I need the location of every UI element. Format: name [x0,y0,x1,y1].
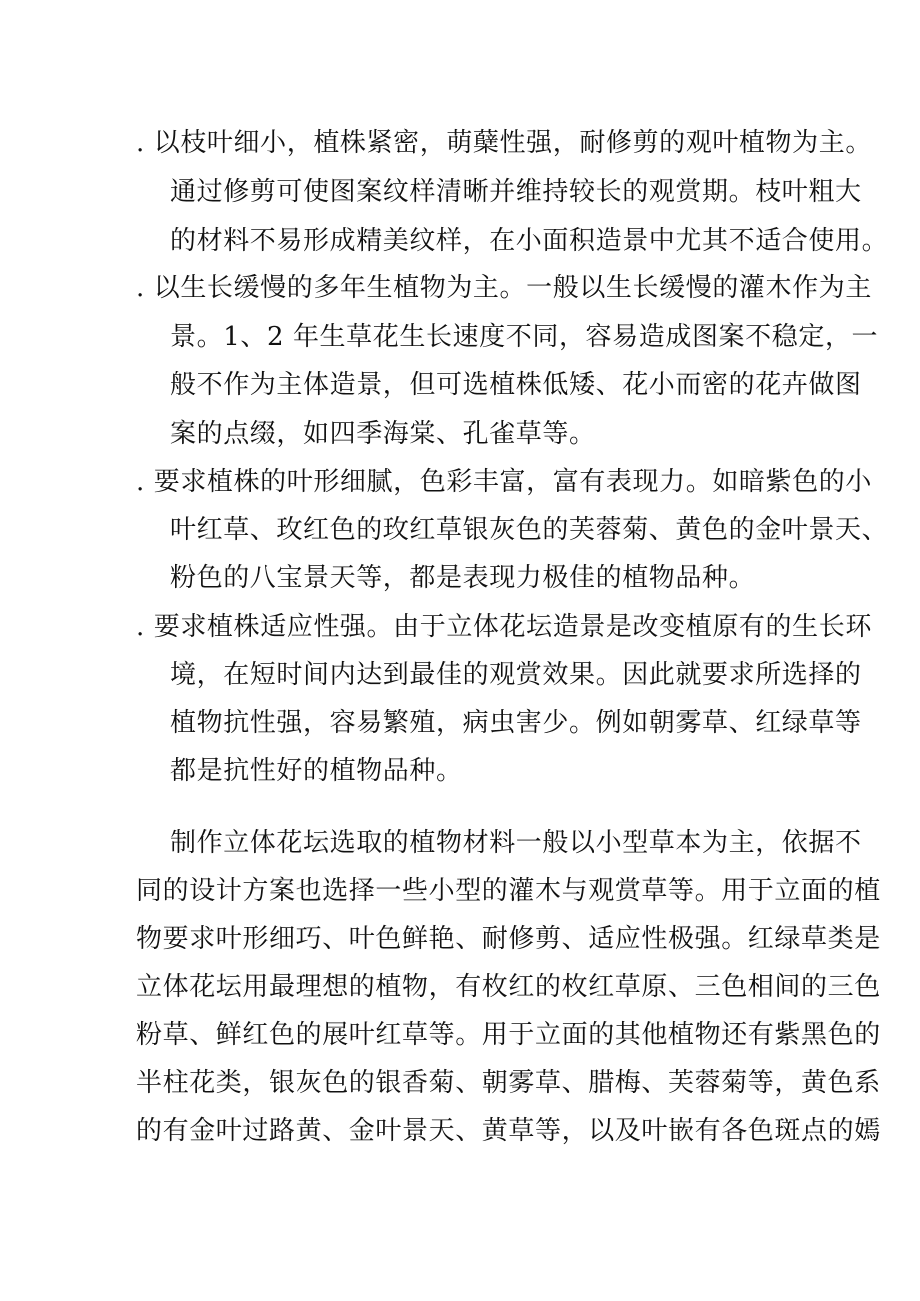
paragraph-line-3: 物要求叶形细巧、叶色鲜艳、耐修剪、适应性极强。红绿草类是 [136,924,881,954]
list-item-1-line-3: 的材料不易形成精美纹样，在小面积造景中尤其不适合使用。 [170,226,889,256]
list-item-4-line-4: 都是抗性好的植物品种。 [170,756,463,786]
list-item-3-line-1: . 要求植株的叶形细腻，色彩丰富，富有表现力。如暗紫色的小 [136,467,872,497]
paragraph-line-5: 粉草、鲜红色的展叶红草等。用于立面的其他植物还有紫黑色的 [136,1020,881,1050]
list-item-1-line-2: 通过修剪可使图案纹样清晰并维持较长的观赏期。枝叶粗大 [170,177,862,207]
list-item-1-line-1: . 以枝叶细小，植株紧密，萌蘖性强，耐修剪的观叶植物为主。 [136,128,872,158]
list-item-2-line-1: . 以生长缓慢的多年生植物为主。一般以生长缓慢的灌木作为主 [136,273,872,303]
list-item-4-line-3: 植物抗性强，容易繁殖，病虫害少。例如朝雾草、红绿草等 [170,708,862,738]
paragraph-line-2: 同的设计方案也选择一些小型的灌木与观赏草等。用于立面的植 [136,876,881,906]
paragraph-line-7: 的有金叶过路黄、金叶景天、黄草等，以及叶嵌有各色斑点的嫣 [136,1116,881,1146]
paragraph-line-4: 立体花坛用最理想的植物，有枚红的枚红草原、三色相间的三色 [136,972,881,1002]
list-item-4-line-2: 境，在短时间内达到最佳的观赏效果。因此就要求所选择的 [170,660,862,690]
list-item-2-line-2: 景。1、2 年生草花生长速度不同，容易造成图案不稳定，一 [170,322,879,352]
list-item-3-line-3: 粉色的八宝景天等，都是表现力极佳的植物品种。 [170,563,756,593]
paragraph-line-6: 半柱花类，银灰色的银香菊、朝雾草、腊梅、芙蓉菊等，黄色系 [136,1068,881,1098]
paragraph-line-1: 制作立体花坛选取的植物材料一般以小型草本为主，依据不 [170,828,862,858]
list-item-2-line-3: 般不作为主体造景，但可选植株低矮、花小而密的花卉做图 [170,370,862,400]
list-item-3-line-2: 叶红草、玫红色的玫红草银灰色的芙蓉菊、黄色的金叶景天、 [170,515,889,545]
list-item-2-line-4: 案的点缀，如四季海棠、孔雀草等。 [170,419,596,449]
list-item-4-line-1: . 要求植株适应性强。由于立体花坛造景是改变植原有的生长环 [136,612,872,642]
